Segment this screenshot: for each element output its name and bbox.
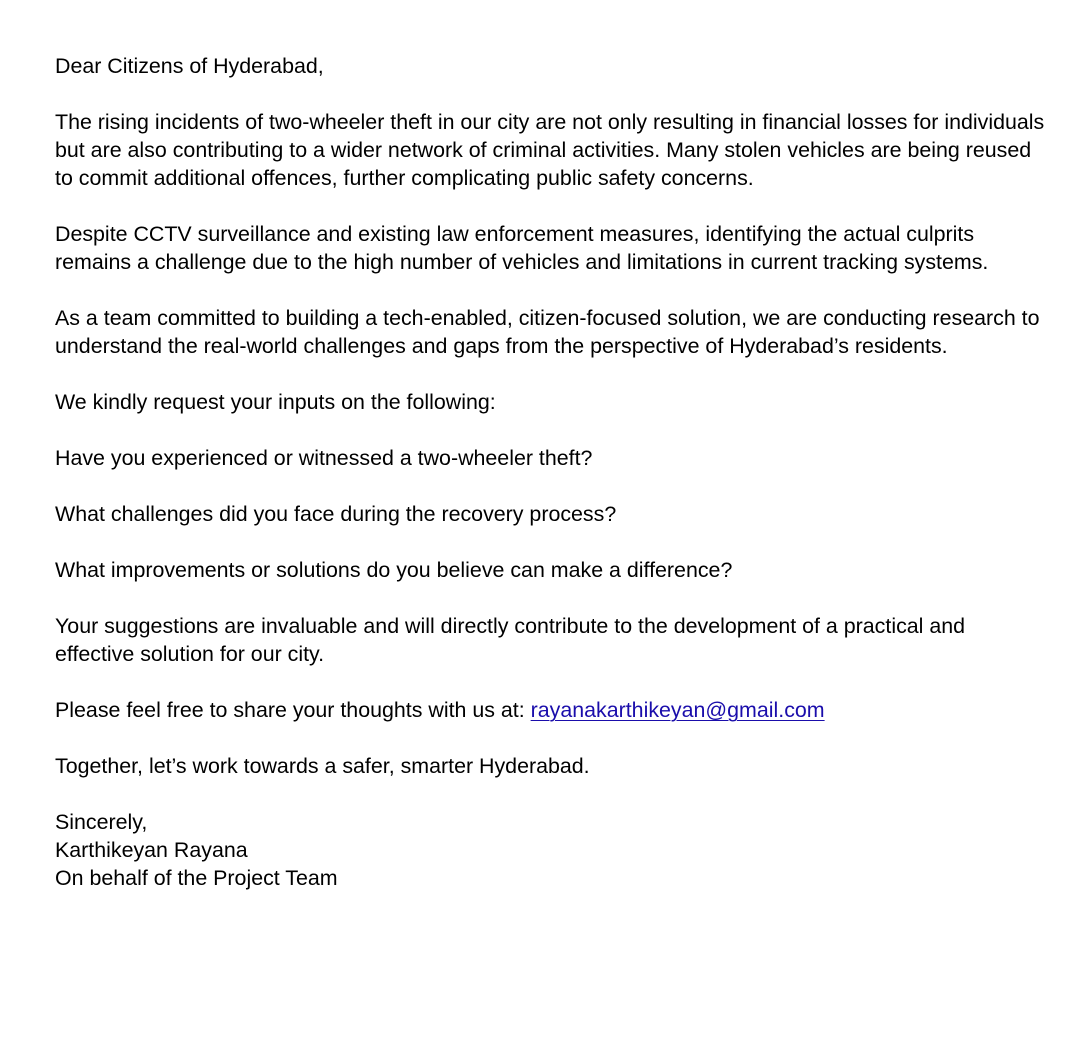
question-recovery-challenges: What challenges did you face during the recovery process? <box>55 502 617 526</box>
contact-line <box>55 696 1045 724</box>
question-experienced-theft: Have you experienced or witnessed a two-wheeler theft? <box>55 446 593 470</box>
question-improvements: What improvements or solutions do you believe can make a difference? <box>55 558 733 582</box>
together-line: Together, let’s work towards a safer, smarter Hyderabad. <box>55 754 590 778</box>
paragraph-team-research: As a team committed to building a tech-enabled, citizen-focused solution, we are conducting research to understand the real-world challenges and gaps from the perspective of Hyderabad’s residents. <box>55 306 1040 358</box>
paragraph-cctv-challenge: Despite CCTV surveillance and existing law enforcement measures, identifying the actual culprits remains a challenge due to the high number of vehicles and limitations in current tracking systems. <box>55 222 989 274</box>
signature-block <box>55 808 1045 892</box>
contact-prefix: Please feel free to share your thoughts with us at: <box>55 698 531 722</box>
paragraph-theft-impact: The rising incidents of two-wheeler theft in our city are not only resulting in financial losses for individuals but are also contributing to a wider network of criminal activities. Many stolen vehicles are being reused to commit additional offences, further complicating public safety concerns. <box>55 110 1045 190</box>
salutation: Dear Citizens of Hyderabad, <box>55 54 324 78</box>
signer-name: Karthikeyan Rayana <box>55 838 248 862</box>
paragraph-suggestions: Your suggestions are invaluable and will directly contribute to the development of a practical and effective solution for our city. <box>55 614 966 666</box>
email-link[interactable]: rayanakarthikeyan@gmail.com <box>530 698 825 722</box>
paragraph-request-inputs: We kindly request your inputs on the following: <box>55 390 496 414</box>
signoff: Sincerely, <box>55 810 148 834</box>
letter-body <box>55 52 1045 892</box>
signer-role: On behalf of the Project Team <box>55 866 338 890</box>
